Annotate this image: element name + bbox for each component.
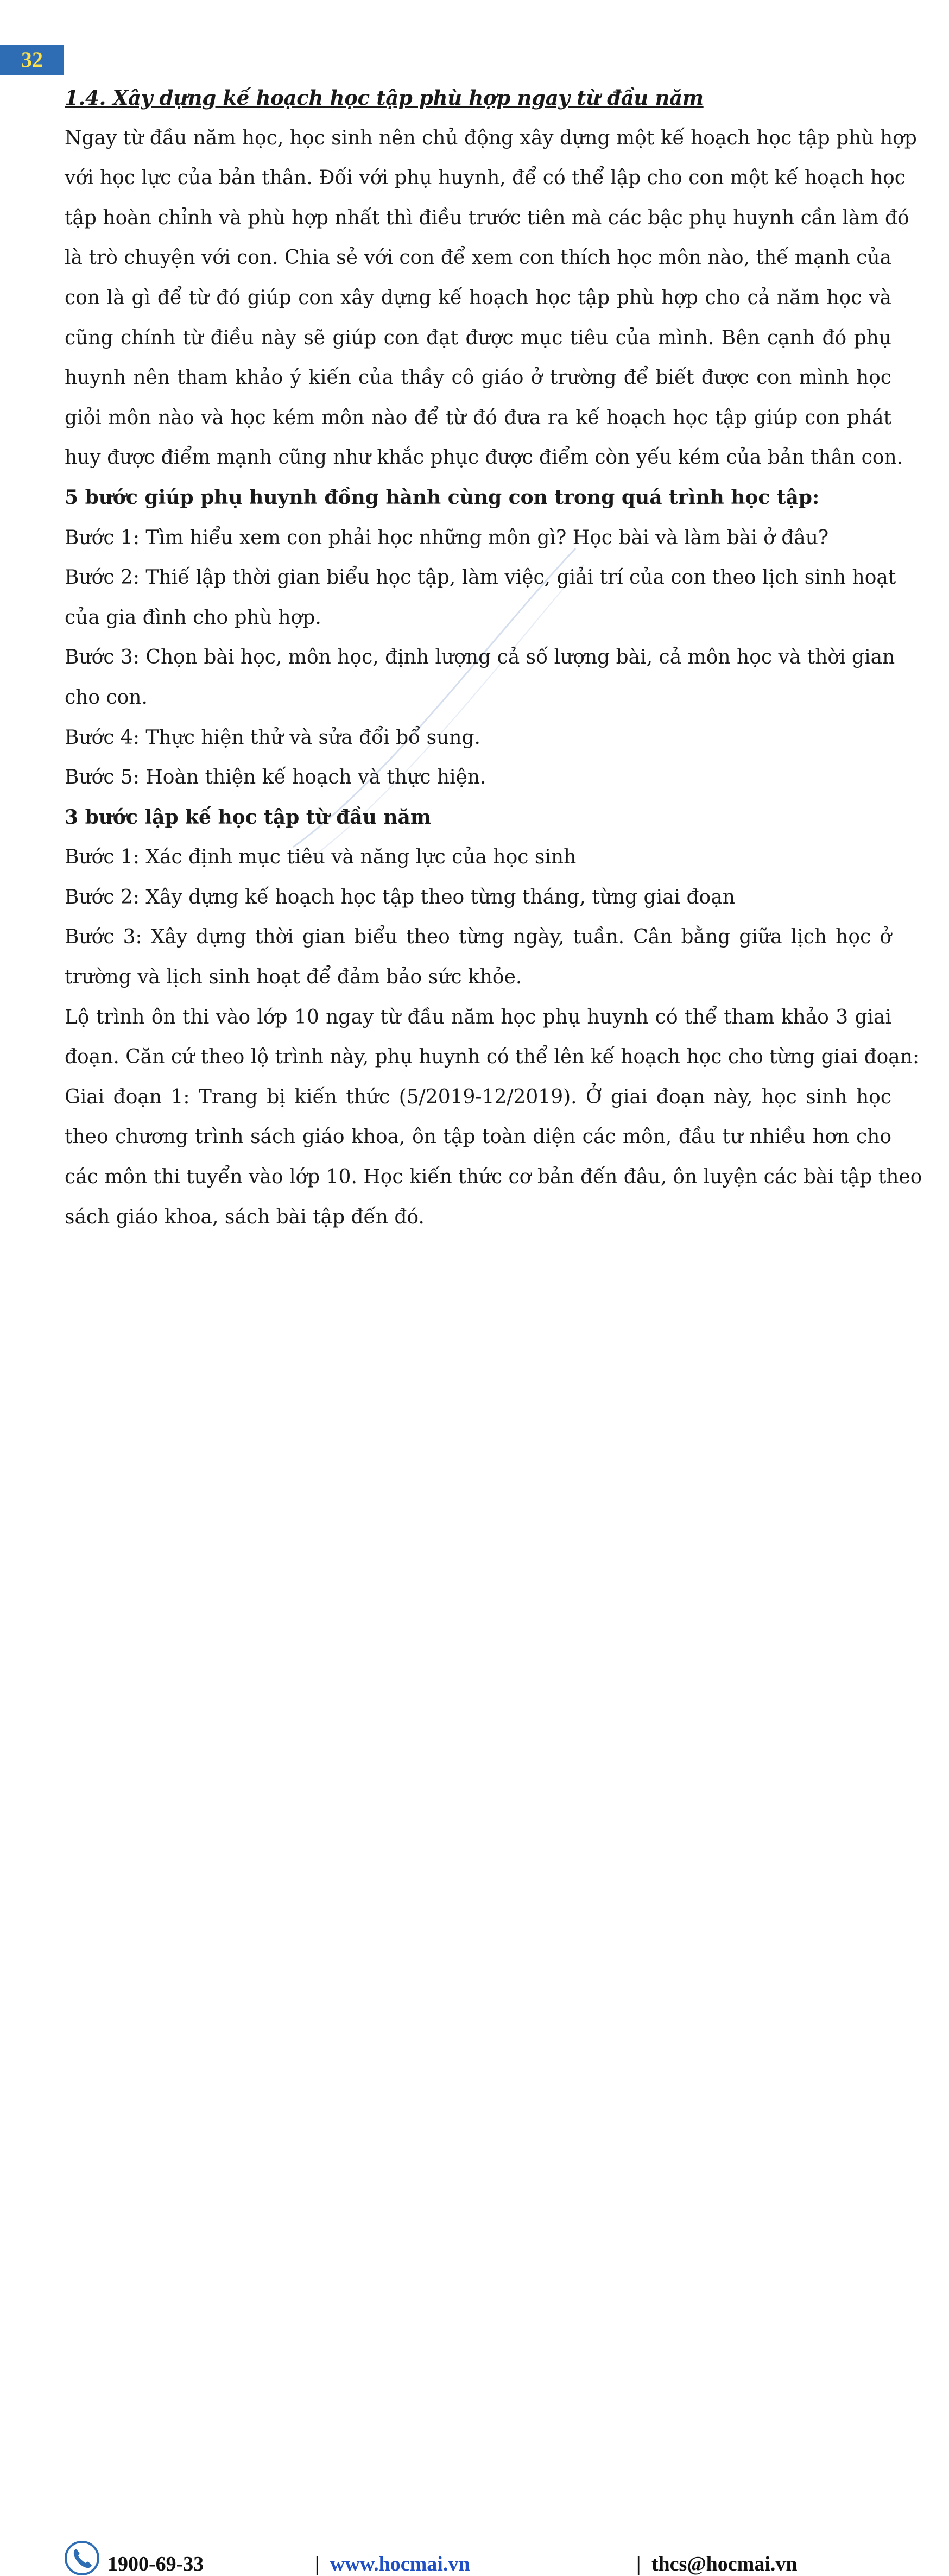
roadmap-line: các môn thi tuyển vào lớp 10. Học kiến thức cơ bản đến đâu, ôn luyện các bài tập theo bbox=[65, 1166, 922, 1189]
roadmap-line: đoạn. Căn cứ theo lộ trình này, phụ huynh có thể lên kế hoạch học cho từng giai đoạn: bbox=[65, 1046, 920, 1069]
roadmap-line: Lộ trình ôn thi vào lớp 10 ngay từ đầu năm học phụ huynh có thể tham khảo 3 giai bbox=[65, 1006, 891, 1028]
step-line: Bước 3: Xây dựng thời gian biểu theo từng ngày, tuần. Cân bằng giữa lịch học ở bbox=[65, 926, 891, 949]
paragraph-line: cũng chính từ điều này sẽ giúp con đạt được mục tiêu của mình. Bên cạnh đó phụ bbox=[65, 326, 891, 349]
paragraph-line: giỏi môn nào và học kém môn nào để từ đó đưa ra kế hoạch học tập giúp con phát bbox=[65, 406, 891, 429]
footer-email-link[interactable]: thcs@hocmai.vn bbox=[651, 2553, 798, 2575]
footer-separator: | bbox=[315, 2553, 320, 2575]
page-number-badge: 32 bbox=[0, 45, 64, 75]
step-line: cho con. bbox=[65, 686, 148, 709]
step-line: trường và lịch sinh hoạt để đảm bảo sức khỏe. bbox=[65, 966, 522, 989]
step-line: Bước 1: Tìm hiểu xem con phải học những môn gì? Học bài và làm bài ở đâu? bbox=[65, 526, 829, 549]
paragraph-line: với học lực của bản thân. Đối với phụ huynh, để có thể lập cho con một kế hoạch học bbox=[65, 167, 906, 190]
paragraph-line: Ngay từ đầu năm học, học sinh nên chủ động xây dựng một kế hoạch học tập phù hợp bbox=[65, 127, 917, 149]
roadmap-line: theo chương trình sách giáo khoa, ôn tập toàn diện các môn, đầu tư nhiều hơn cho bbox=[65, 1126, 891, 1148]
footer-website-group bbox=[315, 2552, 470, 2576]
footer-phone[interactable]: 1900-69-33 bbox=[107, 2553, 204, 2575]
step-line: Bước 3: Chọn bài học, môn học, định lượng cả số lượng bài, cả môn học và thời gian bbox=[65, 646, 895, 669]
phone-icon bbox=[64, 2540, 100, 2576]
footer-website-link[interactable]: www.hocmai.vn bbox=[330, 2553, 470, 2575]
document-body bbox=[65, 78, 922, 1237]
page-footer bbox=[0, 1271, 949, 2575]
footer-email-group bbox=[636, 2552, 798, 2576]
step-line: của gia đình cho phù hợp. bbox=[65, 606, 321, 629]
step-line: Bước 4: Thực hiện thử và sửa đổi bổ sung. bbox=[65, 726, 480, 749]
paragraph-line: tập hoàn chỉnh và phù hợp nhất thì điều trước tiên mà các bậc phụ huynh cần làm đó bbox=[65, 206, 909, 229]
paragraph-line: huynh nên tham khảo ý kiến của thầy cô giáo ở trường để biết được con mình học bbox=[65, 367, 891, 389]
step-line: Bước 2: Xây dựng kế hoạch học tập theo từng tháng, từng giai đoạn bbox=[65, 886, 735, 908]
roadmap-line: sách giáo khoa, sách bài tập đến đó. bbox=[65, 1205, 425, 1228]
step-line: Bước 5: Hoàn thiện kế hoạch và thực hiện. bbox=[65, 766, 486, 789]
paragraph-line: huy được điểm mạnh cũng như khắc phục được điểm còn yếu kém của bản thân con. bbox=[65, 446, 903, 469]
paragraph-line: là trò chuyện với con. Chia sẻ với con để xem con thích học môn nào, thế mạnh của bbox=[65, 247, 891, 269]
footer-separator: | bbox=[636, 2553, 641, 2575]
five-steps-heading: 5 bước giúp phụ huynh đồng hành cùng con trong quá trình học tập: bbox=[65, 485, 820, 509]
three-steps-heading: 3 bước lập kế học tập từ đầu năm bbox=[65, 805, 431, 829]
step-line: Bước 2: Thiế lập thời gian biểu học tập, làm việc, giải trí của con theo lịch sinh hoạt bbox=[65, 566, 896, 589]
paragraph-line: con là gì để từ đó giúp con xây dựng kế hoạch học tập phù hợp cho cả năm học và bbox=[65, 286, 891, 309]
step-line: Bước 1: Xác định mục tiêu và năng lực của học sinh bbox=[65, 846, 577, 869]
roadmap-line: Giai đoạn 1: Trang bị kiến thức (5/2019-12/2019). Ở giai đoạn này, học sinh học bbox=[65, 1085, 891, 1108]
section-heading: 1.4. Xây dựng kế hoạch học tập phù hợp ngay từ đầu năm bbox=[65, 86, 704, 110]
